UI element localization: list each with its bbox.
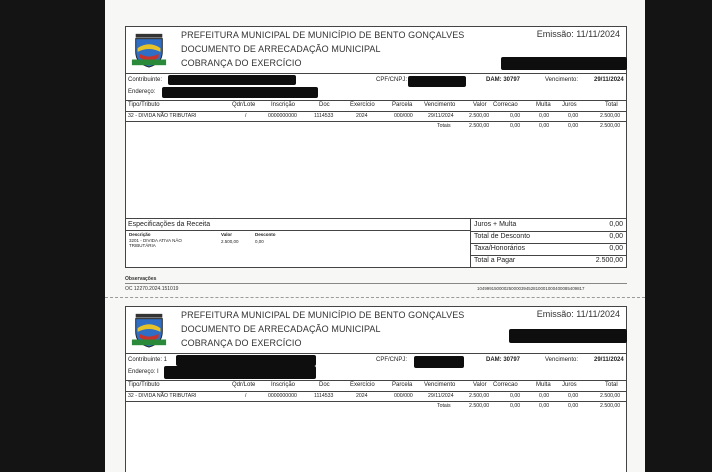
redacted-block [501, 57, 627, 70]
redacted-block [162, 87, 318, 98]
vencimento-value: 29/11/2024 [594, 357, 624, 363]
totals-total: 2.500,00 [600, 123, 621, 129]
spec-col-desconto: Desconto [255, 232, 276, 237]
cell-vencimento: 29/11/2024 [428, 393, 454, 399]
dam-number: DAM: 30797 [486, 357, 521, 363]
table-header [126, 101, 626, 112]
emission-date: Emissão: 11/11/2024 [536, 29, 620, 39]
divider [125, 283, 627, 284]
table-row [126, 392, 626, 402]
cell-vencimento: 29/11/2024 [428, 113, 454, 119]
spec-item-line2: TRIBUTÁRIA [129, 243, 156, 248]
totals-row [126, 402, 626, 411]
redacted-block [408, 76, 466, 87]
cell-juros: 0,00 [568, 393, 579, 399]
vencimento-label: Vencimento: [545, 77, 579, 83]
total-pagar-value: 2.500,00 [595, 257, 623, 264]
col-juros: Juros [562, 382, 577, 388]
col-valor: Valor [473, 102, 487, 108]
totals-juros: 0,00 [568, 403, 579, 409]
col-exercicio: Exercício [350, 382, 375, 388]
cpf-label: CPF/CNPJ: [376, 357, 408, 363]
totals-row [126, 122, 626, 131]
totals-multa: 0,00 [539, 403, 550, 409]
dam-copy-2 [125, 306, 627, 472]
observacoes-text: OC 12270.2024.151019 [125, 286, 179, 292]
taxa-value: 0,00 [609, 245, 623, 252]
cell-doc: 1114533 [314, 113, 334, 119]
col-qdr-lote: Qdr/Lote [232, 102, 256, 108]
total-pagar-label: Total a Pagar [474, 257, 516, 264]
tributos-table [125, 100, 627, 219]
header-cobranca: COBRANÇA DO EXERCÍCIO [181, 58, 302, 68]
contribuinte-label: Contribuinte: [128, 77, 163, 83]
barcode-number: 10499915000025000039452810001000400085409817 [477, 286, 585, 291]
col-parcela: Parcela [392, 382, 413, 388]
cut-line [105, 297, 645, 298]
header-prefeitura: PREFEITURA MUNICIPAL DE MUNICÍPIO DE BENTO GONÇALVES [181, 310, 465, 320]
col-total: Total [605, 382, 618, 388]
cell-multa: 0,00 [539, 113, 550, 119]
redacted-block [509, 329, 627, 343]
col-correcao: Correcao [493, 102, 518, 108]
col-vencimento: Vencimento [424, 382, 456, 388]
vencimento-label: Vencimento: [545, 357, 579, 363]
spec-title: Especificações da Receita [128, 221, 211, 228]
cell-valor: 2.500,00 [469, 113, 490, 119]
payer-info [125, 73, 627, 100]
cell-exercicio: 2024 [356, 113, 368, 119]
table-header [126, 381, 626, 392]
spec-left-panel [126, 219, 471, 267]
cell-total: 2.500,00 [600, 113, 621, 119]
col-multa: Multa [536, 102, 551, 108]
receita-specification [125, 219, 627, 268]
col-multa: Multa [536, 382, 551, 388]
col-correcao: Correcao [493, 382, 518, 388]
col-inscricao: Inscrição [271, 382, 296, 388]
totals-label: Totais [437, 123, 451, 129]
juros-multa-label: Juros + Multa [474, 221, 517, 228]
redacted-block [414, 356, 464, 368]
spec-col-descricao: Descrição [129, 232, 151, 237]
doc-header [125, 306, 627, 353]
spec-item-valor: 2.500,00 [221, 239, 239, 244]
dam-number: DAM: 30797 [486, 77, 521, 83]
totals-juros: 0,00 [568, 123, 579, 129]
col-inscricao: Inscrição [271, 102, 296, 108]
emission-date: Emissão: 11/11/2024 [536, 309, 620, 319]
cell-parcela: 000/000 [394, 393, 413, 399]
desconto-value: 0,00 [609, 233, 623, 240]
cell-qdr: / [245, 393, 247, 399]
cell-tipo: 32 - DIVIDA NÃO TRIBUTARI [128, 393, 197, 399]
totals-valor: 2.500,00 [469, 123, 490, 129]
totals-total: 2.500,00 [600, 403, 621, 409]
cell-inscricao: 0000000000 [268, 113, 297, 119]
cell-juros: 0,00 [568, 113, 579, 119]
taxa-label: Taxa/Honorários [474, 245, 525, 252]
header-prefeitura: PREFEITURA MUNICIPAL DE MUNICÍPIO DE BENTO GONÇALVES [181, 30, 465, 40]
cell-multa: 0,00 [539, 393, 550, 399]
redacted-block [176, 355, 316, 366]
col-doc: Doc [319, 382, 330, 388]
doc-header [125, 26, 627, 73]
endereco-label: Endereço: [128, 89, 156, 95]
document-page [105, 0, 645, 472]
table-row [126, 112, 626, 122]
totals-label: Totais [437, 403, 451, 409]
redacted-block [164, 366, 316, 379]
totals-correcao: 0,00 [510, 123, 521, 129]
spec-item-line1: 3201 - DIVIDA ATIVA NÃO [129, 238, 182, 243]
contribuinte-label: Contribuinte: 1 [128, 357, 168, 363]
col-doc: Doc [319, 102, 330, 108]
observacoes-label: Observações [125, 276, 157, 282]
header-cobranca: COBRANÇA DO EXERCÍCIO [181, 338, 302, 348]
col-parcela: Parcela [392, 102, 413, 108]
municipal-coat-of-arms-icon [130, 31, 168, 69]
col-vencimento: Vencimento [424, 102, 456, 108]
desconto-label: Total de Desconto [474, 233, 531, 240]
tributos-table [125, 380, 627, 472]
cell-correcao: 0,00 [510, 113, 521, 119]
col-total: Total [605, 102, 618, 108]
col-qdr-lote: Qdr/Lote [232, 382, 256, 388]
cell-valor: 2.500,00 [469, 393, 490, 399]
cell-parcela: 000/000 [394, 113, 413, 119]
cell-tipo: 32 - DIVIDA NÃO TRIBUTARI [128, 113, 197, 119]
col-valor: Valor [473, 382, 487, 388]
payer-info [125, 353, 627, 380]
col-juros: Juros [562, 102, 577, 108]
municipal-coat-of-arms-icon [130, 311, 168, 349]
cell-correcao: 0,00 [510, 393, 521, 399]
endereco-label: Endereço: I [128, 369, 159, 375]
dam-copy-1 [125, 26, 627, 268]
cell-inscricao: 0000000000 [268, 393, 297, 399]
totals-correcao: 0,00 [510, 403, 521, 409]
divider [126, 230, 470, 231]
col-tipo: Tipo/Tributo [128, 382, 160, 388]
spec-col-valor: Valor [221, 232, 233, 237]
col-exercicio: Exercício [350, 102, 375, 108]
spec-item-desconto: 0,00 [255, 239, 264, 244]
col-tipo: Tipo/Tributo [128, 102, 160, 108]
header-documento: DOCUMENTO DE ARRECADAÇÃO MUNICIPAL [181, 44, 381, 54]
totals-multa: 0,00 [539, 123, 550, 129]
cell-qdr: / [245, 113, 247, 119]
cell-doc: 1114533 [314, 393, 334, 399]
vencimento-value: 29/11/2024 [594, 77, 624, 83]
header-documento: DOCUMENTO DE ARRECADAÇÃO MUNICIPAL [181, 324, 381, 334]
total-pagar-row [471, 255, 626, 267]
cell-total: 2.500,00 [600, 393, 621, 399]
totals-valor: 2.500,00 [469, 403, 490, 409]
cell-exercicio: 2024 [356, 393, 368, 399]
juros-multa-value: 0,00 [609, 221, 623, 228]
redacted-block [168, 75, 296, 85]
cpf-label: CPF/CNPJ: [376, 77, 408, 83]
